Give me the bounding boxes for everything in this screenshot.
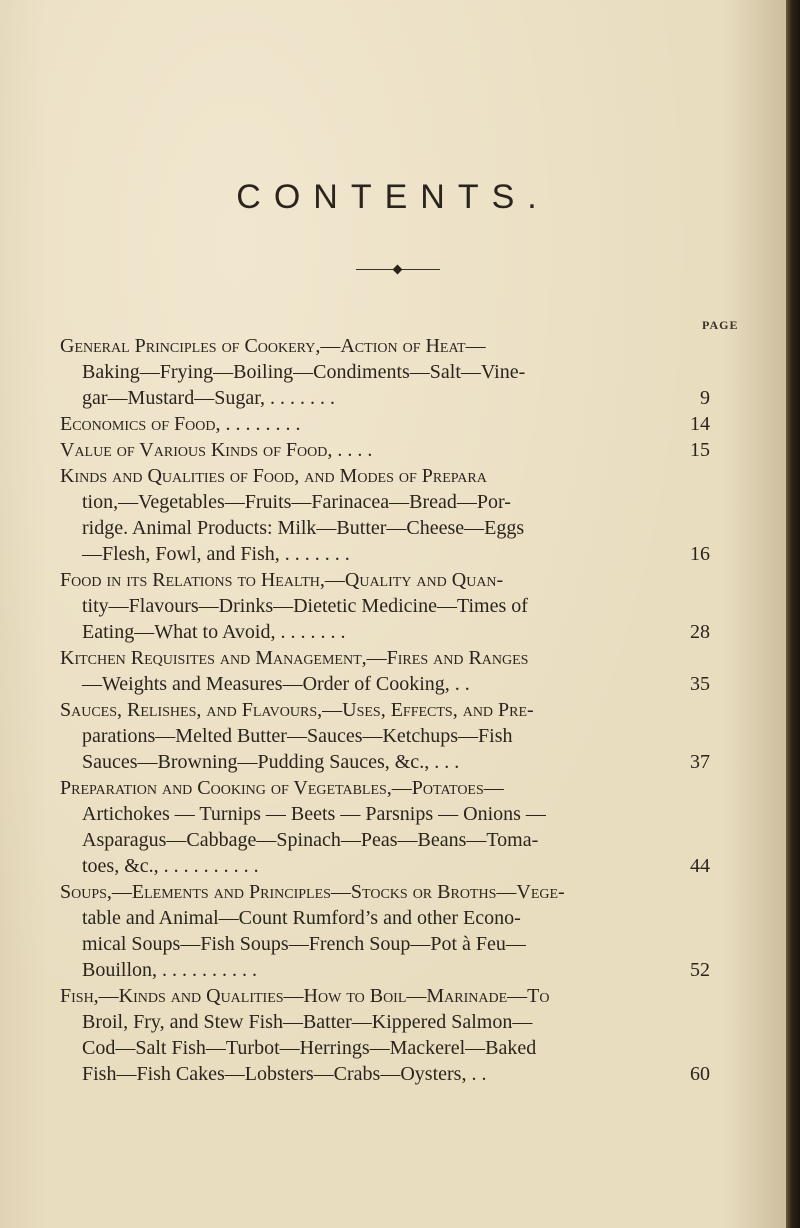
entry-line [60,1061,710,1087]
entry-page-number: 28 [690,621,710,643]
entry-text: Asparagus—Cabbage—Spinach—Peas—Beans—Toma- [82,829,539,851]
entry-line [60,645,710,671]
entry-text: Sauces—Browning—Pudding Sauces, &c., . . . [82,751,460,773]
entry-line [60,1009,710,1035]
entry-line [60,853,710,879]
entry-line [60,359,710,385]
entry-text: Cod—Salt Fish—Turbot—Herrings—Mackerel—Baked [82,1037,537,1059]
entry-line [60,593,710,619]
entry-text: Economics of Food, . . . . . . . . [60,413,301,435]
entry-line [60,619,710,645]
contents-entry [60,437,710,463]
entry-text: ridge. Animal Products: Milk—Butter—Cheese—Eggs [82,517,525,539]
contents-entry [60,879,710,983]
entry-line [60,775,710,801]
entry-text: —Flesh, Fowl, and Fish, . . . . . . . [82,543,350,565]
entry-line [60,827,710,853]
entry-line [60,671,710,697]
ornamental-divider [356,264,440,276]
entry-text: gar—Mustard—Sugar, . . . . . . . [82,387,336,409]
entry-line [60,567,710,593]
entry-page-number: 14 [690,413,710,435]
book-edge [786,0,800,1228]
contents-entry [60,333,710,411]
entry-line [60,385,710,411]
entry-line [60,1035,710,1061]
entry-line [60,541,710,567]
entry-line [60,879,710,905]
entry-text: Soups,—Elements and Principles—Stocks or Broths—Vege- [60,881,565,903]
entry-text: mical Soups—Fish Soups—French Soup—Pot à Feu— [82,933,526,955]
entry-text: Sauces, Relishes, and Flavours,—Uses, Effects, and Pre- [60,699,534,721]
entry-page-number: 52 [690,959,710,981]
page-title: CONTENTS. [236,178,550,216]
entry-text: —Weights and Measures—Order of Cooking, . . [82,673,470,695]
entry-line [60,983,710,1009]
entry-line [60,957,710,983]
contents-entry [60,645,710,697]
entry-text: table and Animal—Count Rumford’s and other Econo- [82,907,521,929]
entry-text: toes, &c., . . . . . . . . . . [82,855,259,877]
contents-entry [60,983,710,1087]
entry-page-number: 16 [690,543,710,565]
entry-line [60,333,710,359]
contents-entry [60,411,710,437]
entry-text: Food in its Relations to Health,—Quality and Quan- [60,569,504,591]
contents-entry [60,463,710,567]
contents-list [60,333,710,1087]
entry-page-number: 35 [690,673,710,695]
entry-page-number: 44 [690,855,710,877]
entry-page-number: 60 [690,1063,710,1085]
contents-entry [60,697,710,775]
page-column-label: PAGE [702,318,739,332]
entry-text: Baking—Frying—Boiling—Condiments—Salt—Vine- [82,361,526,383]
entry-line [60,723,710,749]
entry-line [60,515,710,541]
entry-text: Broil, Fry, and Stew Fish—Batter—Kippered Salmon— [82,1011,533,1033]
entry-page-number: 15 [690,439,710,461]
entry-text: Fish,—Kinds and Qualities—How to Boil—Marinade—To [60,985,550,1007]
entry-text: parations—Melted Butter—Sauces—Ketchups—Fish [82,725,513,747]
entry-text: Bouillon, . . . . . . . . . . [82,959,258,981]
diamond-ornament-icon [393,265,403,275]
entry-text: Eating—What to Avoid, . . . . . . . [82,621,346,643]
entry-text: Kitchen Requisites and Management,—Fires and Ranges [60,647,529,669]
entry-text: General Principles of Cookery,—Action of Heat— [60,335,486,357]
entry-line [60,801,710,827]
entry-line [60,437,710,463]
entry-text: Fish—Fish Cakes—Lobsters—Crabs—Oysters, . . [82,1063,487,1085]
entry-text: Artichokes — Turnips — Beets — Parsnips — Onions — [82,803,546,825]
entry-line [60,931,710,957]
entry-line [60,905,710,931]
entry-line [60,411,710,437]
contents-entry [60,567,710,645]
entry-line [60,749,710,775]
entry-page-number: 9 [700,387,710,409]
entry-text: Kinds and Qualities of Food, and Modes of Prepara [60,465,487,487]
contents-entry [60,775,710,879]
entry-line [60,489,710,515]
entry-text: Preparation and Cooking of Vegetables,—Potatoes— [60,777,504,799]
entry-text: tity—Flavours—Drinks—Dietetic Medicine—Times of [82,595,528,617]
entry-line [60,697,710,723]
entry-line [60,463,710,489]
entry-page-number: 37 [690,751,710,773]
entry-text: tion,—Vegetables—Fruits—Farinacea—Bread—Por- [82,491,511,513]
entry-text: Value of Various Kinds of Food, . . . . [60,439,373,461]
